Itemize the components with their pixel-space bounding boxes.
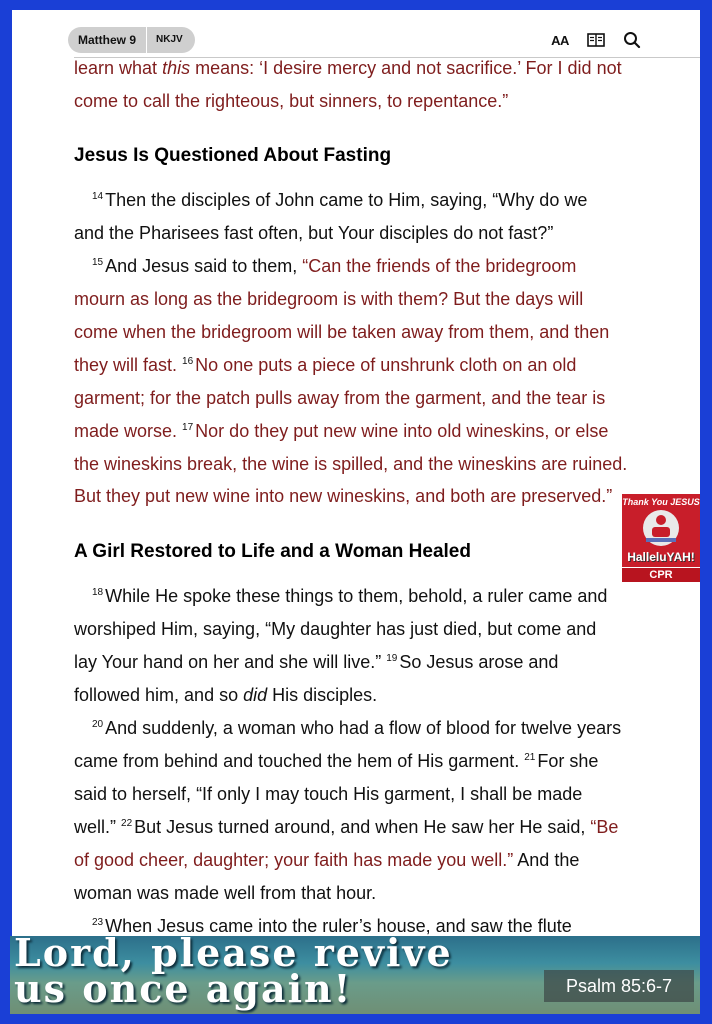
passage-line <box>74 221 553 245</box>
words-of-jesus-text: the wineskins break, the wine is spilled, and the wineskins are ruined. <box>74 454 628 474</box>
passage-line <box>92 584 607 608</box>
passage-line <box>74 353 576 377</box>
verse-number: 20 <box>92 719 104 730</box>
words-of-jesus-text: learn what <box>74 58 163 78</box>
verse-text: well.” <box>74 817 122 837</box>
toolbar-actions <box>550 30 642 50</box>
badge-top-text: Thank You JESUS <box>622 497 700 507</box>
verse-text: said to herself, “If only I may touch His garment, I shall be made <box>74 784 583 804</box>
verse-text: came from behind and touched the hem of His garment. <box>74 751 525 771</box>
verse-number: 19 <box>386 653 398 664</box>
verse-number: 23 <box>92 917 104 928</box>
verse-number: 16 <box>182 356 194 367</box>
passage-line <box>74 683 377 707</box>
top-toolbar <box>12 10 700 58</box>
revival-banner <box>10 936 700 1014</box>
passage-line <box>74 56 622 80</box>
verse-number: 21 <box>524 752 536 763</box>
passage-line <box>74 881 376 905</box>
verse-text: and the Pharisees fast often, but Your disciples do not fast?” <box>74 223 554 243</box>
words-of-jesus-text: come to call the righteous, but sinners, to repentance.” <box>74 91 509 111</box>
book-chapter-button[interactable]: Matthew 9 <box>78 33 137 47</box>
toolbar-divider <box>74 57 700 58</box>
verse-text: And Jesus said to them, <box>105 256 303 276</box>
words-of-jesus-text: made worse. <box>74 421 183 441</box>
passage-line <box>74 419 608 443</box>
passage-line <box>74 848 579 872</box>
badge-bottom-text: CPR <box>622 567 700 582</box>
passage-line <box>92 254 576 278</box>
passage-line <box>74 320 609 344</box>
banner-line-1: Lord, please revive <box>14 936 453 975</box>
verse-text: And suddenly, a woman who had a flow of blood for twelve years <box>105 718 622 738</box>
words-of-jesus-text: means: ‘I desire mercy and not sacrifice.’ For I did not <box>190 58 622 78</box>
words-of-jesus-text: Nor do they put new wine into old wineskins, or else <box>195 421 609 441</box>
verse-text: Then the disciples of John came to Him, saying, “Why do we <box>105 190 588 210</box>
verse-text: While He spoke these things to them, behold, a ruler came and <box>105 586 608 606</box>
verse-text: But Jesus turned around, and when He saw her He said, <box>134 817 591 837</box>
section-heading <box>74 540 471 564</box>
verse-text: worshiped Him, saying, “My daughter has just died, but come and <box>74 619 597 639</box>
reader-page <box>12 10 700 936</box>
passage-line <box>74 815 618 839</box>
badge-middle-text: HalleluYAH! <box>627 550 695 564</box>
words-of-jesus-text: this <box>162 58 191 78</box>
cpr-figure-icon <box>640 508 682 548</box>
banner-line-2: us once again! <box>14 966 353 1011</box>
words-of-jesus-text: they will fast. <box>74 355 183 375</box>
verse-text: lay Your hand on her and she will live.” <box>74 652 387 672</box>
passage-line <box>92 914 572 936</box>
passage-line <box>74 782 582 806</box>
verse-text: For she <box>537 751 599 771</box>
words-of-jesus-text: garment; for the patch pulls away from the garment, and the tear is <box>74 388 606 408</box>
words-of-jesus-text: come when the bridegroom will be taken away from them, and then <box>74 322 610 342</box>
version-button[interactable]: NKJV <box>156 34 183 45</box>
words-of-jesus-text: mourn as long as the bridegroom is with them? But the days will <box>74 289 584 309</box>
font-size-icon[interactable]: AA <box>551 32 569 48</box>
words-of-jesus-text: But they put new wine into new wineskins, and both are preserved.” <box>74 486 613 506</box>
section-heading-text: A Girl Restored to Life and a Woman Healed <box>74 541 471 562</box>
banner-reference: Psalm 85:6-7 <box>544 970 694 1002</box>
verse-text: When Jesus came into the ruler’s house, and saw the flute <box>105 916 572 936</box>
verse-number: 17 <box>182 422 194 433</box>
passage-line <box>92 716 621 740</box>
verse-number: 14 <box>92 191 104 202</box>
passage-selector[interactable] <box>68 27 195 53</box>
verse-text: So Jesus arose and <box>399 652 559 672</box>
verse-text: did <box>243 685 268 705</box>
passage-line <box>74 452 627 476</box>
verse-number: 15 <box>92 257 104 268</box>
passage-line <box>74 617 596 641</box>
verse-number: 22 <box>121 818 133 829</box>
passage-line <box>74 287 583 311</box>
verse-number: 18 <box>92 587 104 598</box>
passage-line <box>74 650 558 674</box>
passage-line <box>74 484 612 508</box>
words-of-jesus-text: “Can the friends of the bridegroom <box>302 256 577 276</box>
verse-text: His disciples. <box>267 685 378 705</box>
passage-line <box>74 386 605 410</box>
words-of-jesus-text: of good cheer, daughter; your faith has made you well.” <box>74 850 514 870</box>
passage-line <box>74 749 598 773</box>
verse-text: followed him, and so <box>74 685 244 705</box>
section-heading <box>74 144 391 168</box>
passage-line <box>92 188 587 212</box>
verse-text: woman was made well from that hour. <box>74 883 377 903</box>
passage-line <box>74 89 508 113</box>
cpr-badge <box>622 494 700 582</box>
words-of-jesus-text: No one puts a piece of unshrunk cloth on an old <box>195 355 577 375</box>
words-of-jesus-text: “Be <box>590 817 619 837</box>
parallel-reading-icon[interactable] <box>586 30 606 50</box>
section-heading-text: Jesus Is Questioned About Fasting <box>74 145 392 166</box>
search-icon[interactable] <box>622 30 642 50</box>
verse-text: And the <box>513 850 580 870</box>
